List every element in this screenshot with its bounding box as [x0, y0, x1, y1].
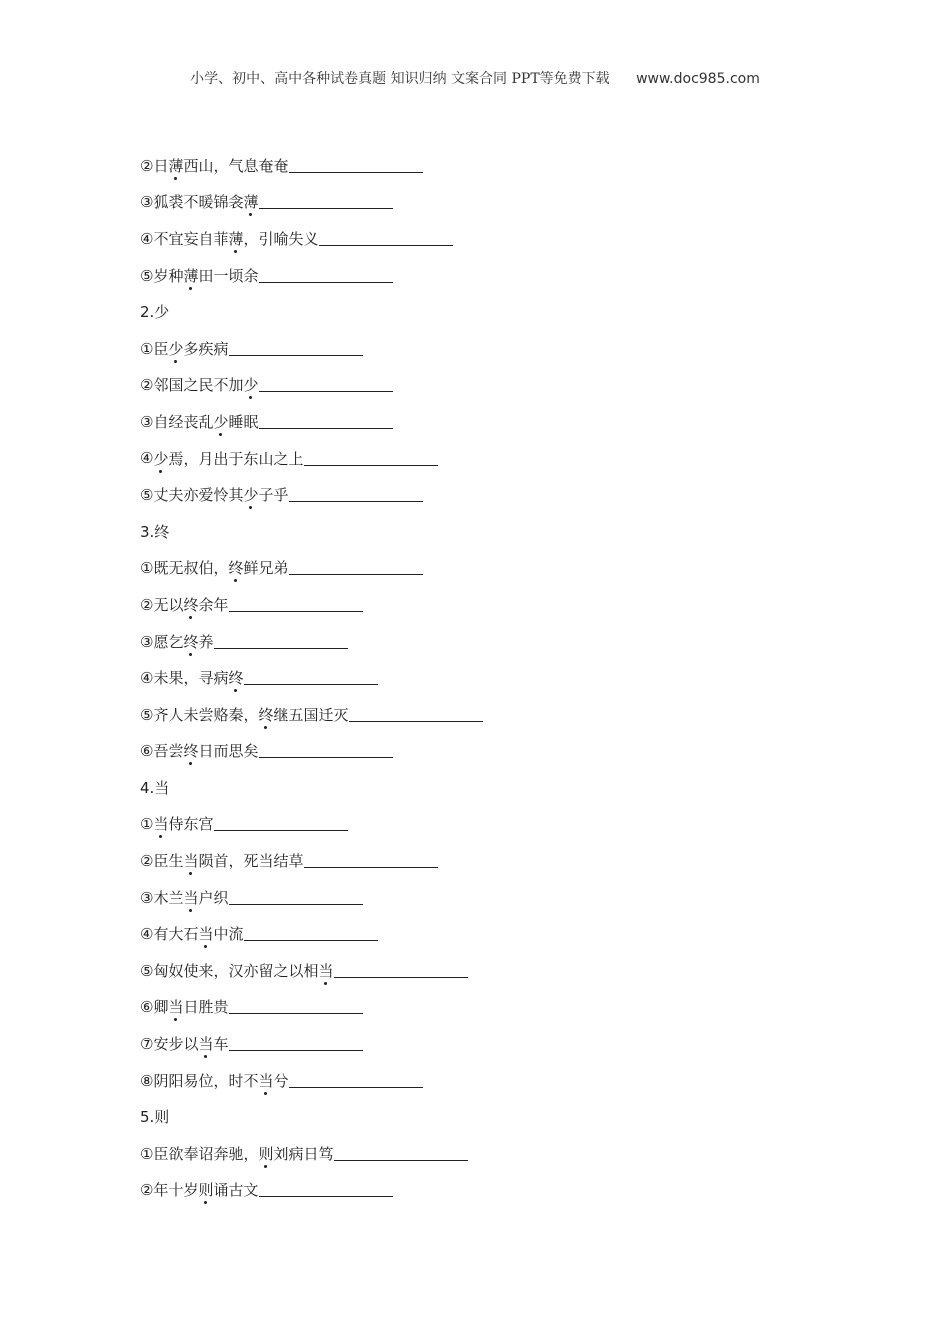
header-url: www.doc985.com	[636, 71, 760, 87]
answer-blank[interactable]	[289, 487, 423, 502]
item-text-before: ⑥卿	[140, 998, 169, 1017]
exercise-item	[140, 659, 840, 696]
key-character: 终	[183, 742, 199, 761]
item-text-before: ⑥吾尝	[140, 742, 184, 761]
exercise-item	[140, 184, 840, 221]
item-text-before: ⑤匈奴使来，汉亦留之以相	[140, 961, 319, 980]
answer-blank[interactable]	[289, 158, 423, 173]
item-text-before: ④有大石	[140, 925, 199, 944]
key-character: 少	[213, 412, 229, 431]
key-character: 当	[183, 888, 199, 907]
exercise-item	[140, 733, 840, 770]
exercise-item	[140, 147, 840, 184]
exercise-item	[140, 623, 840, 660]
answer-blank[interactable]	[229, 999, 363, 1014]
item-text-after: 车	[213, 1035, 229, 1054]
answer-blank[interactable]	[229, 1036, 363, 1051]
answer-blank[interactable]	[334, 963, 468, 978]
item-text-after: 陨首，死当结草	[198, 852, 304, 871]
key-character: 终	[183, 595, 199, 614]
item-text-after: 刘病日笃	[273, 1144, 334, 1163]
item-text-after: 焉，月出于东山之上	[168, 449, 304, 468]
answer-blank[interactable]	[259, 743, 393, 758]
exercise-item	[140, 842, 840, 879]
key-character: 少	[153, 449, 169, 468]
answer-blank[interactable]	[259, 414, 393, 429]
key-character: 当	[198, 1035, 214, 1054]
item-text-after: 日而思矣	[198, 742, 259, 761]
item-text-before: ③狐裘不暖锦衾	[140, 193, 244, 212]
item-text-after: 户织	[198, 888, 229, 907]
section-heading	[140, 293, 840, 330]
item-text-before: ①臣欲奉诏奔驰，	[140, 1144, 259, 1163]
item-text-before: ⑦安步以	[140, 1035, 199, 1054]
section-heading-text: 2.少	[140, 303, 170, 322]
exercise-item	[140, 1172, 840, 1209]
exercise-item	[140, 806, 840, 843]
key-character: 薄	[183, 266, 199, 285]
key-character: 当	[183, 852, 199, 871]
item-text-before: ④不宜妄自菲	[140, 229, 229, 248]
exercise-item	[140, 586, 840, 623]
key-character: 少	[243, 376, 259, 395]
answer-blank[interactable]	[289, 1073, 423, 1088]
key-character: 终	[258, 705, 274, 724]
item-text-after: 西山，气息奄奄	[183, 156, 289, 175]
key-character: 当	[153, 815, 169, 834]
exercise-list	[140, 147, 840, 1208]
answer-blank[interactable]	[259, 1182, 393, 1197]
section-heading	[140, 513, 840, 550]
key-character: 薄	[243, 193, 259, 212]
exercise-item	[140, 879, 840, 916]
item-text-before: ⑤齐人未尝赂秦，	[140, 705, 259, 724]
answer-blank[interactable]	[334, 1146, 468, 1161]
exercise-item	[140, 220, 840, 257]
exercise-item	[140, 550, 840, 587]
exercise-item	[140, 440, 840, 477]
answer-blank[interactable]	[229, 890, 363, 905]
exercise-item	[140, 952, 840, 989]
exercise-item	[140, 1062, 840, 1099]
key-character: 薄	[228, 229, 244, 248]
key-character: 当	[168, 998, 184, 1017]
item-text-after: 田一顷余	[198, 266, 259, 285]
section-heading	[140, 769, 840, 806]
answer-blank[interactable]	[214, 634, 348, 649]
header-title: 小学、初中、高中各种试卷真题 知识归纳 文案合同 PPT等免费下载	[190, 71, 610, 87]
item-text-before: ③自经丧乱	[140, 412, 214, 431]
item-text-after: 子乎	[258, 486, 289, 505]
item-text-after: 继五国迁灭	[273, 705, 349, 724]
item-text-after: 中流	[213, 925, 244, 944]
answer-blank[interactable]	[349, 707, 483, 722]
item-text-after: 兮	[273, 1071, 289, 1090]
section-heading-text: 3.终	[140, 522, 170, 541]
item-text-before: ②日	[140, 156, 169, 175]
answer-blank[interactable]	[229, 341, 363, 356]
exercise-item	[140, 1025, 840, 1062]
section-heading	[140, 1098, 840, 1135]
item-text-before: ⑧阴阳易位，时不	[140, 1071, 259, 1090]
key-character: 终	[228, 559, 244, 578]
item-text-after: 养	[198, 632, 214, 651]
answer-blank[interactable]	[304, 451, 438, 466]
item-text-before: ②年十岁	[140, 1181, 199, 1200]
item-text-after: 诵古文	[213, 1181, 259, 1200]
key-character: 少	[243, 486, 259, 505]
key-character: 当	[198, 925, 214, 944]
item-text-after: 鲜兄弟	[243, 559, 289, 578]
section-heading-text: 4.当	[140, 778, 170, 797]
answer-blank[interactable]	[229, 597, 363, 612]
exercise-item	[140, 989, 840, 1026]
item-text-after: 睡眠	[228, 412, 259, 431]
item-text-after: 日胜贵	[183, 998, 229, 1017]
page-header	[0, 68, 950, 88]
answer-blank[interactable]	[214, 816, 348, 831]
exercise-item	[140, 696, 840, 733]
answer-blank[interactable]	[244, 670, 378, 685]
answer-blank[interactable]	[304, 853, 438, 868]
item-text-after: 侍东宫	[168, 815, 214, 834]
exercise-item	[140, 915, 840, 952]
item-text-after: ，引喻失义	[243, 229, 319, 248]
answer-blank[interactable]	[244, 926, 378, 941]
answer-blank[interactable]	[259, 268, 393, 283]
answer-blank[interactable]	[319, 231, 453, 246]
item-text-before: ③愿乞	[140, 632, 184, 651]
item-text-before: ②臣生	[140, 852, 184, 871]
answer-blank[interactable]	[259, 377, 393, 392]
item-text-before: ①臣	[140, 339, 169, 358]
key-character: 当	[258, 1071, 274, 1090]
item-text-before: ⑤岁种	[140, 266, 184, 285]
item-text-before: ④	[140, 449, 154, 468]
item-text-after: 余年	[198, 595, 229, 614]
answer-blank[interactable]	[259, 194, 393, 209]
exercise-item	[140, 403, 840, 440]
exercise-item	[140, 367, 840, 404]
item-text-before: ④未果，寻病	[140, 669, 229, 688]
item-text-before: ⑤丈夫亦爱怜其	[140, 486, 244, 505]
key-character: 终	[183, 632, 199, 651]
exercise-item	[140, 330, 840, 367]
item-text-before: ②邻国之民不加	[140, 376, 244, 395]
key-character: 少	[168, 339, 184, 358]
item-text-after: 多疾病	[183, 339, 229, 358]
key-character: 终	[228, 669, 244, 688]
exercise-item	[140, 1135, 840, 1172]
key-character: 当	[318, 961, 334, 980]
item-text-before: ①既无叔伯，	[140, 559, 229, 578]
exercise-item	[140, 476, 840, 513]
answer-blank[interactable]	[289, 560, 423, 575]
section-heading-text: 5.则	[140, 1108, 170, 1127]
item-text-before: ③木兰	[140, 888, 184, 907]
key-character: 则	[258, 1144, 274, 1163]
item-text-before: ②无以	[140, 595, 184, 614]
item-text-before: ①	[140, 814, 154, 833]
key-character: 则	[198, 1181, 214, 1200]
key-character: 薄	[168, 156, 184, 175]
exercise-item	[140, 257, 840, 294]
